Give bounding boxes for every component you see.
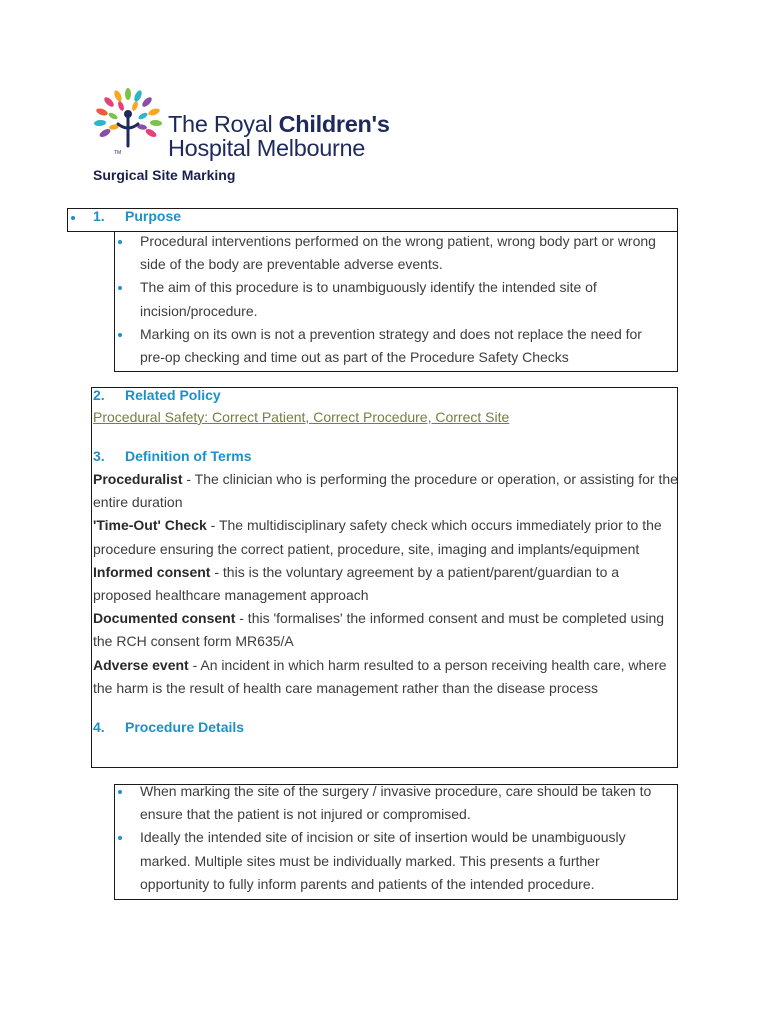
purpose-title: Purpose xyxy=(125,208,182,224)
procedure-bullets-box xyxy=(114,784,678,900)
definition-text: - this is the voluntary agreement by a patient/parent/guardian to a proposed healthcare management approach xyxy=(93,563,620,604)
definitions-heading xyxy=(93,448,252,464)
definitions-number: 3. xyxy=(93,448,105,464)
purpose-bullet-list xyxy=(115,230,663,369)
definition-term: Adverse event xyxy=(93,656,189,673)
definition-term: Informed consent xyxy=(93,563,211,580)
definitions-list xyxy=(93,468,679,700)
logo-line1-regular: The Royal xyxy=(168,111,279,137)
trademark-label: TM xyxy=(114,150,122,156)
list-item: Procedural interventions performed on the wrong patient, wrong body part or wrong side of the body are preventable adverse events. xyxy=(115,230,663,276)
related-policy-heading xyxy=(93,387,221,403)
definition-text: - The multidisciplinary safety check which occurs immediately prior to the procedure ensuring the correct patient, procedure, site, imaging and implants/equipment xyxy=(93,517,662,557)
purpose-bullets-box xyxy=(114,231,678,372)
document-title: Surgical Site Marking xyxy=(93,167,236,183)
logo-wordmark xyxy=(168,112,390,160)
definition-text: - this 'formalises' the informed consent and must be completed using the RCH consent form MR635/A xyxy=(93,610,665,650)
definition-term: Proceduralist xyxy=(93,471,183,487)
definition-item xyxy=(93,654,679,700)
purpose-number: 1. xyxy=(93,208,105,224)
rch-logo xyxy=(92,86,392,162)
definition-term: 'Time-Out' Check xyxy=(93,517,207,534)
procedural-safety-link[interactable]: Procedural Safety: Correct Patient, Correct Procedure, Correct Site xyxy=(93,409,510,425)
tree-logo-icon xyxy=(92,86,164,162)
list-item: The aim of this procedure is to unambiguously identify the intended site of incision/procedure. xyxy=(115,276,663,322)
procedure-details-heading xyxy=(93,719,244,735)
definition-item xyxy=(93,514,679,560)
definitions-title: Definition of Terms xyxy=(125,448,252,464)
related-policy-title: Related Policy xyxy=(125,387,221,403)
related-policy-number: 2. xyxy=(93,387,105,403)
procedure-details-number: 4. xyxy=(93,719,105,735)
definition-item xyxy=(93,607,679,653)
definition-text: - The clinician who is performing the procedure or operation, or assisting for the entire duration xyxy=(93,471,678,511)
list-item: Marking on its own is not a prevention strategy and does not replace the need for pre-op checking and time out as part of the Procedure Safety Checks xyxy=(115,323,663,369)
purpose-heading xyxy=(93,208,181,224)
logo-line1-bold: Children's xyxy=(278,111,390,137)
procedure-details-title: Procedure Details xyxy=(125,719,245,735)
logo-line2: Hospital Melbourne xyxy=(168,135,366,161)
procedure-bullet-list xyxy=(115,784,663,896)
definition-term: Documented consent xyxy=(93,610,236,627)
list-item: Ideally the intended site of incision or site of insertion would be unambiguously marked. Multiple sites must be individually marked. This presents a further opportunity to fully inform parents and patients of the intended procedure. xyxy=(115,826,663,896)
list-item: When marking the site of the surgery / invasive procedure, care should be taken to ensure that the patient is not injured or compromised. xyxy=(115,784,663,826)
definition-text: - An incident in which harm resulted to a person receiving health care, where the harm is the result of health care management rather than the disease process xyxy=(93,656,667,696)
definition-item xyxy=(93,561,679,607)
definition-item xyxy=(93,468,679,514)
